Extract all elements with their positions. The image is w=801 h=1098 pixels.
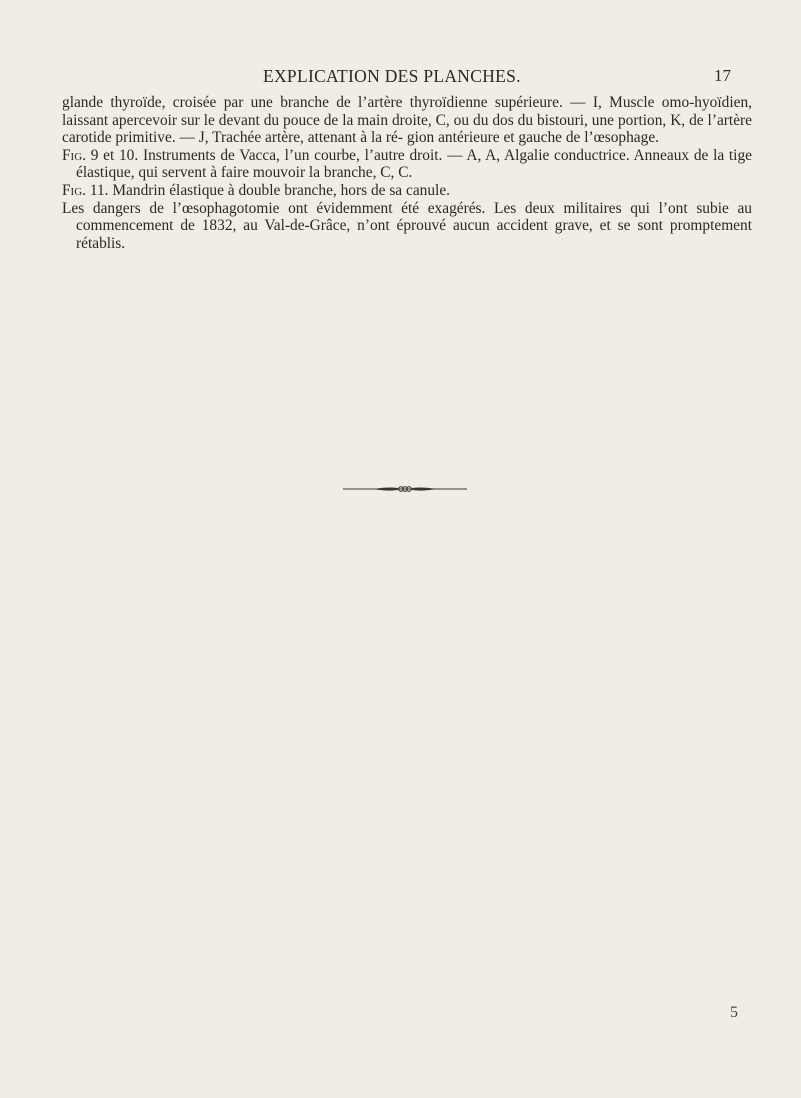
paragraph-fig-9-10 xyxy=(62,147,752,182)
text-line: Anneaux de la tige élastique, qui servent à faire mouvoir la branche, C, C. xyxy=(76,146,752,182)
text-line: bistouri, une portion, K, de l’artère carotide primitive. — J, Trachée artère, attenant à la ré- xyxy=(62,111,752,147)
text-line: gion antérieure et gauche de l’œsophage. xyxy=(406,129,660,147)
text-line: et se sont promptement rétablis. xyxy=(76,217,752,252)
running-title: EXPLICATION DES PLANCHES. xyxy=(263,66,521,86)
ornament-rule xyxy=(343,485,467,493)
text-line: Les dangers de l’œsophagotomie ont évidemment été exagérés. Les deux militaires qui l’ont xyxy=(62,199,688,217)
signature-mark: 5 xyxy=(730,1004,738,1021)
paragraph-fig-11 xyxy=(62,182,752,200)
text-line: 11. Mandrin élastique à double branche, hors de sa canule. xyxy=(86,181,450,199)
running-head xyxy=(0,66,801,90)
text-line: 9 et 10. Instruments de Vacca, l’un courbe, l’autre droit. — A, A, Algalie conductrice. xyxy=(86,146,630,164)
text-line: omo-hyoïdien, laissant apercevoir sur le devant du pouce de la main droite, C, ou du dos du xyxy=(62,94,752,129)
page-number: 17 xyxy=(714,66,731,85)
paragraph-conclusion xyxy=(62,200,752,253)
body-text xyxy=(62,94,752,252)
fig-label: Fig. xyxy=(62,146,87,164)
text-line: glande thyroïde, croisée par une branche de l’artère thyroïdienne supérieure. — I, Muscle xyxy=(62,94,655,111)
fig-label: Fig. xyxy=(62,181,87,199)
paragraph-continuation xyxy=(62,94,752,147)
text-line: subie au commencement de 1832, au Val-de-Grâce, n’ont éprouvé aucun accident grave, xyxy=(76,199,752,235)
